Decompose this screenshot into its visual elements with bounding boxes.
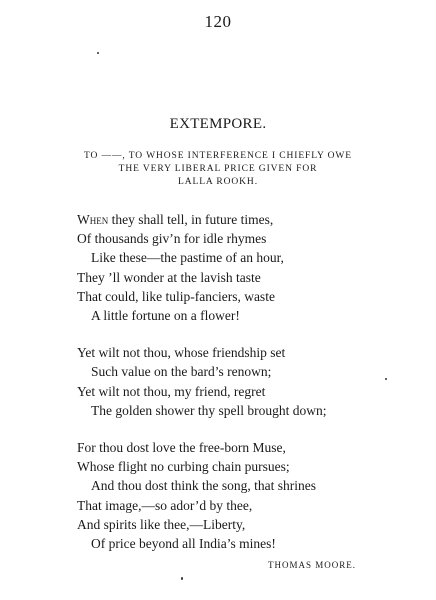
verse-line: Whose flight no curbing chain pursues; — [77, 459, 290, 475]
verse-line: A little fortune on a flower! — [91, 308, 240, 324]
verse-line: Yet wilt not thou, whose friendship set — [77, 345, 286, 361]
dedication-line: THE VERY LIBERAL PRICE GIVEN FOR — [118, 164, 318, 174]
dedication-line: TO ——, TO WHOSE INTERFERENCE I CHIEFLY OWE — [83, 151, 352, 161]
poem-title: EXTEMPORE. — [169, 116, 267, 132]
verse-line: For thou dost love the free-born Muse, — [77, 440, 286, 456]
verse-line: Of thousands giv’n for idle rhymes — [77, 231, 267, 247]
verse-line: Yet wilt not thou, my friend, regret — [77, 383, 266, 399]
dedication-line: LALLA ROOKH. — [178, 177, 258, 187]
verse-line: And spirits like thee,—Liberty, — [77, 516, 246, 532]
verse-line: Such value on the bard’s renown; — [91, 364, 272, 380]
verse-line — [0, 210, 436, 229]
first-word: When — [77, 212, 109, 227]
verse-line: That image,—so ador’d by thee, — [77, 497, 253, 513]
page-number: 120 — [204, 12, 232, 31]
scan-speck — [181, 577, 183, 580]
stanza-3 — [0, 438, 436, 553]
verse-line: They ’ll wonder at the lavish taste — [77, 269, 261, 285]
verse-line: Like these—the pastime of an hour, — [91, 250, 284, 266]
verse-line: The golden shower thy spell brought down; — [91, 402, 327, 418]
verse-line: That could, like tulip-fanciers, waste — [77, 288, 275, 304]
scan-speck — [385, 378, 387, 380]
poem-body — [0, 210, 436, 553]
scan-speck — [97, 52, 99, 54]
verse-line-text: they shall tell, in future times, — [108, 212, 274, 227]
author-signature: THOMAS MOORE. — [267, 560, 356, 570]
dedication — [0, 150, 436, 189]
stanza-2 — [0, 343, 436, 420]
verse-line: Of price beyond all India’s mines! — [91, 536, 276, 552]
verse-line: And thou dost think the song, that shrines — [91, 478, 316, 494]
stanza-1 — [0, 210, 436, 325]
